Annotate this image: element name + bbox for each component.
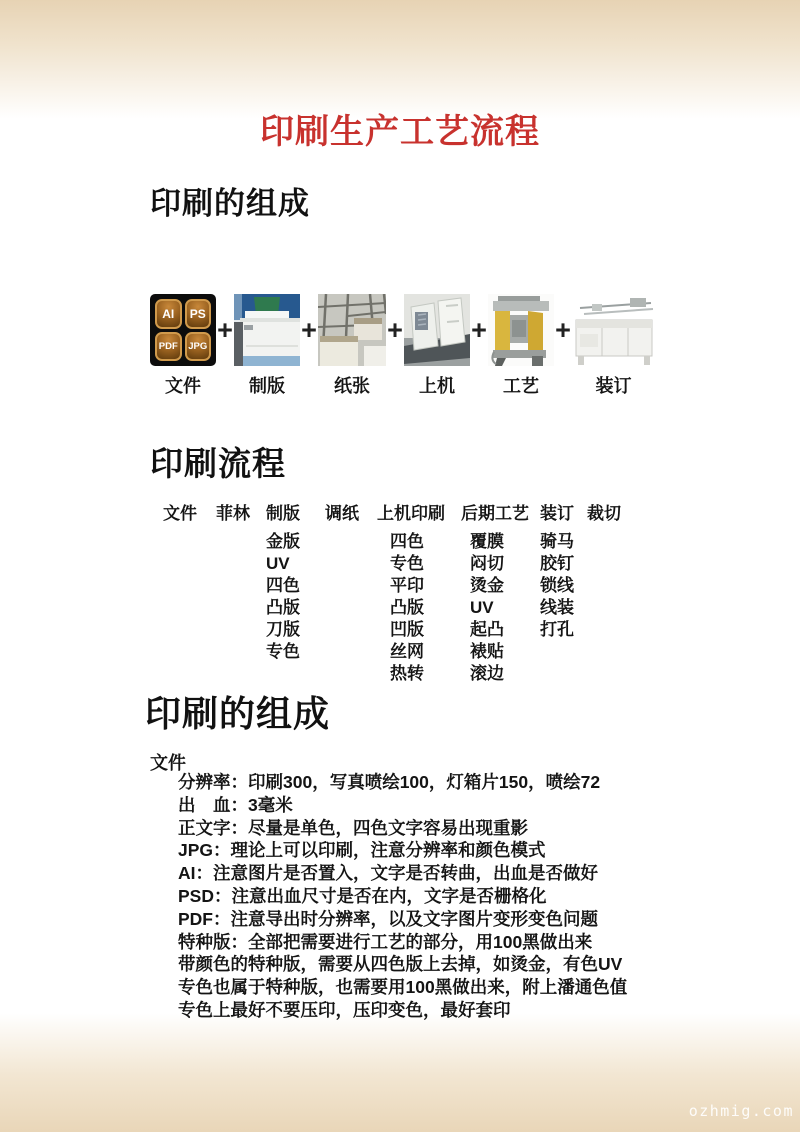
flow-item: 热转 bbox=[390, 664, 424, 683]
ai-badge: AI bbox=[155, 299, 182, 329]
watermark: ozhmig.com bbox=[688, 1102, 794, 1120]
image-label-process: 工艺 bbox=[503, 376, 539, 396]
flow-item: 锁线 bbox=[540, 576, 574, 595]
flow-items bbox=[540, 531, 587, 641]
detail-line: JPG：理论上可以印刷，注意分辨率和颜色模式 bbox=[178, 840, 546, 861]
flow-column-post-process bbox=[461, 503, 540, 685]
composition-item-paper bbox=[318, 294, 386, 398]
plus-icon: + bbox=[301, 315, 317, 345]
flow-item: 丝网 bbox=[390, 642, 424, 661]
ps-badge: PS bbox=[185, 299, 212, 329]
flow-item: 四色 bbox=[390, 532, 424, 551]
detail-line: 带颜色的特种版，需要从四色版上去掉，如烫金，有色UV bbox=[178, 954, 623, 975]
binding-machine-image bbox=[572, 294, 655, 366]
flow-items bbox=[377, 531, 461, 685]
flow-header: 菲林 bbox=[216, 504, 250, 523]
flow-item: 烫金 bbox=[470, 576, 504, 595]
detail-line: 特种版：全部把需要进行工艺的部分，用100黑做出来 bbox=[178, 931, 593, 952]
flow-item: 金版 bbox=[266, 532, 300, 551]
flow-item: 骑马 bbox=[540, 532, 574, 551]
flow-items bbox=[461, 531, 540, 685]
pdf-badge: PDF bbox=[155, 332, 182, 362]
flow-header: 裁切 bbox=[587, 504, 621, 523]
detail-line: 分辨率：印刷300，写真喷绘100，灯箱片150，喷绘72 bbox=[178, 772, 601, 792]
flow-item: 平印 bbox=[390, 576, 424, 595]
flow-item: 四色 bbox=[266, 576, 300, 595]
flow-header: 后期工艺 bbox=[461, 504, 529, 523]
flow-item: 裱贴 bbox=[470, 642, 504, 661]
image-label-platemaking: 制版 bbox=[249, 376, 285, 396]
die-cutting-machine-image bbox=[488, 294, 554, 366]
paper-rack-image bbox=[318, 294, 386, 366]
detail-line: PSD：注意出血尺寸是否在内，文字是否栅格化 bbox=[178, 885, 547, 906]
detail-line: 出 血：3毫米 bbox=[178, 794, 293, 815]
flow-item: 起凸 bbox=[470, 620, 504, 639]
section-heading-composition: 印刷的组成 bbox=[150, 186, 310, 221]
flow-column-platemaking bbox=[266, 503, 325, 685]
flow-column-paper-adjust bbox=[325, 503, 377, 685]
flow-item: 滚边 bbox=[470, 664, 504, 683]
image-label-press: 上机 bbox=[419, 376, 455, 396]
composition-item-process bbox=[488, 294, 554, 398]
flow-item: UV bbox=[266, 554, 290, 573]
file-formats-icon bbox=[150, 294, 216, 366]
image-label-binding: 装订 bbox=[595, 376, 632, 396]
flow-header: 上机印刷 bbox=[377, 504, 445, 523]
jpg-badge: JPG bbox=[185, 332, 212, 362]
plus-icon: + bbox=[471, 315, 487, 345]
page-title: 印刷生产工艺流程 bbox=[260, 113, 540, 151]
detail-line: AI：注意图片是否置入，文字是否转曲，出血是否做好 bbox=[178, 863, 598, 884]
flow-table bbox=[163, 503, 631, 685]
flow-header: 调纸 bbox=[325, 504, 359, 523]
composition-item-file bbox=[150, 294, 216, 398]
flow-column-trimming bbox=[587, 503, 631, 685]
composition-item-binding bbox=[572, 294, 655, 398]
flow-item: 凸版 bbox=[266, 598, 300, 617]
flow-item: 凸版 bbox=[390, 598, 424, 617]
flow-item: 线装 bbox=[540, 598, 574, 617]
section-heading-detail: 印刷的组成 bbox=[145, 693, 331, 734]
flow-item: 专色 bbox=[390, 554, 424, 573]
section-heading-flow: 印刷流程 bbox=[150, 445, 286, 482]
image-label-paper: 纸张 bbox=[334, 376, 370, 396]
flow-item: 凹版 bbox=[390, 620, 424, 639]
flow-item: UV bbox=[470, 598, 494, 617]
plus-icon: + bbox=[555, 315, 571, 345]
flow-item: 刀版 bbox=[266, 620, 300, 639]
platemaking-machine-image bbox=[234, 294, 300, 366]
flow-item: 打孔 bbox=[540, 620, 574, 639]
detail-line: 专色也属于特种版，也需要用100黑做出来，附上潘通色值 bbox=[178, 977, 628, 998]
detail-line: 正文字：尽量是单色，四色文字容易出现重影 bbox=[178, 817, 528, 838]
flow-column-file bbox=[163, 503, 216, 685]
flow-items bbox=[266, 531, 325, 663]
detail-line: 专色上最好不要压印，压印变色，最好套印 bbox=[178, 999, 511, 1020]
detail-line: PDF：注意导出时分辨率，以及文字图片变形变色问题 bbox=[178, 908, 598, 929]
composition-item-press bbox=[404, 294, 470, 398]
composition-item-platemaking bbox=[234, 294, 300, 398]
flow-column-press-printing bbox=[377, 503, 461, 685]
flow-item: 覆膜 bbox=[470, 532, 504, 551]
flow-item: 专色 bbox=[266, 642, 300, 661]
image-label-file: 文件 bbox=[165, 376, 201, 396]
flow-header: 制版 bbox=[266, 504, 300, 523]
flow-column-film bbox=[216, 503, 266, 685]
detail-text-block bbox=[178, 771, 627, 1022]
plus-icon: + bbox=[387, 315, 403, 345]
flow-header: 文件 bbox=[163, 504, 197, 523]
printing-press-image bbox=[404, 294, 470, 366]
flow-header: 装订 bbox=[540, 504, 574, 523]
plus-icon: + bbox=[217, 315, 233, 345]
flow-column-binding bbox=[540, 503, 587, 685]
flow-item: 胶钉 bbox=[540, 554, 574, 573]
flow-item: 闷切 bbox=[470, 554, 504, 573]
composition-row bbox=[150, 294, 655, 398]
detail-subheading: 文件 bbox=[150, 753, 186, 773]
